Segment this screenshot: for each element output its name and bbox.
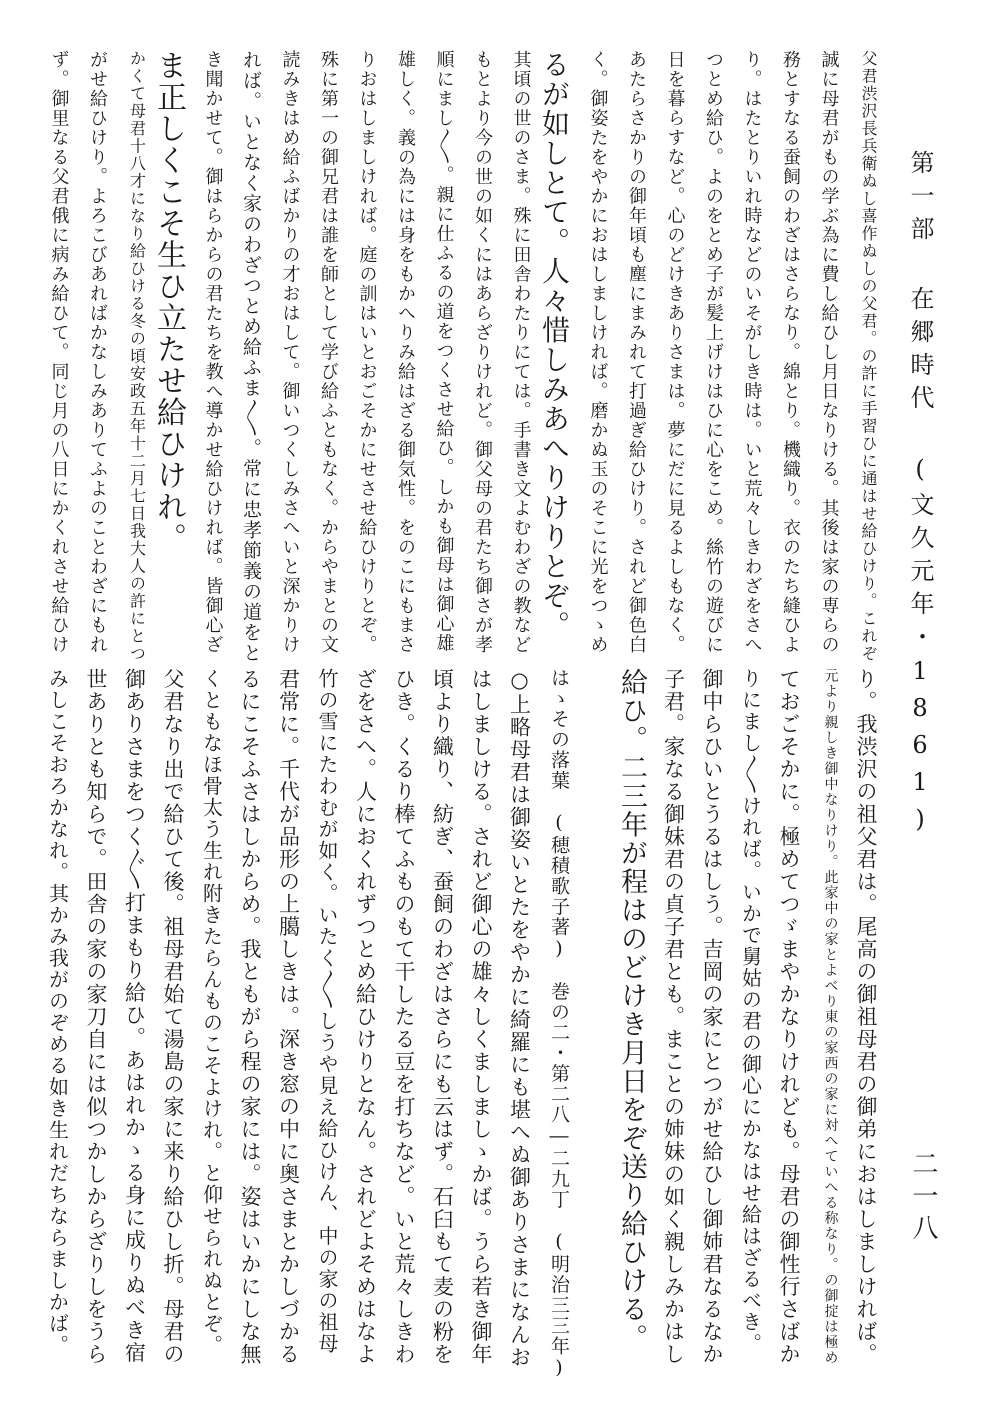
- text-column: くともなほ骨太う生れ附きたらんものこそよけれ。と仰せられぬとぞ。: [199, 668, 224, 1356]
- text-column: 竹の雪にたわむが如く。いたく〳〵しうや見え給ひけん、中の家の祖母: [315, 668, 339, 1355]
- text-column: 読みきはめ給ふばかりの才おはして。御いつくしみさへいと深かりけ: [279, 50, 301, 655]
- text-column: かくて母君十八才になり給ひける冬の頃安政五年十二月七日我大人の許にとつ: [127, 50, 147, 663]
- running-header: 第一部 在郷時代 (文久元年・1861): [906, 150, 934, 842]
- text-column: みしこそおろかなれ。其かみ我がのぞめる如き生れだちならましかば。: [45, 668, 70, 1356]
- text-column: もとより今の世の如くにはあらざりけれど。御父母の君たち御さが孝: [472, 50, 493, 655]
- text-column: ま正しくこそ生ひ立たせ給ひけれ。: [151, 50, 186, 554]
- text-column: 子君。家なる御妹君の貞子君とも。まことの姉妹の如く親しみかはし: [661, 668, 686, 1366]
- text-column: 順にまし〳〵。親に仕ふるの道をつくさせ給ひ。しかも御母は御心雄: [433, 50, 455, 653]
- text-column: 御中らひいとうるはしう。吉岡の家にとつがせ給ひし御姉君なるなか: [700, 668, 724, 1366]
- text-column: はゝその落葉 (穂積歌子著) 巻の二・第二八―二九丁 (明治三三年): [548, 668, 570, 1380]
- page-number: 二一八: [908, 1150, 938, 1246]
- text-column: く。御姿たをやかにおはしましければ。磨かぬ玉のそこに光をつゝめ: [587, 50, 609, 655]
- text-column: るが如しとて。人々惜しみあへりけりとぞ。: [538, 50, 571, 640]
- text-column: ざをさへ。人におくれずつとめ給ひけりとなん。されどよそめはなよ: [353, 668, 378, 1366]
- text-column: あたらさかりの御年頃も塵にまみれて打過ぎ給ひけり。されど御色白: [626, 50, 647, 655]
- text-column: 殊に第一の御兄君は誰を師として学び給ふともなく。からやまとの文: [318, 50, 339, 655]
- text-column: 父君なり出で給ひて後。祖母君始て湯島の家に来り給ひし折。母君の: [161, 668, 185, 1366]
- text-column: り。我渋沢の祖父君は。尾高の御祖母君の御弟におはしましければ。: [854, 668, 878, 1366]
- text-column: き聞かせて。御はらからの君たちを教へ導かせ給ひければ。皆御心ざ: [202, 50, 224, 655]
- text-column: ひき。くるり棒てふものもて干したる豆を打ちなど。いと荒々しきわ: [392, 668, 416, 1366]
- text-column: 世ありとも知らで。田舎の家の家刀自には似つかしからざりしをうら: [84, 668, 108, 1366]
- text-column: 君常に。千代が品形の上臈しきは。深き窓の中に奥さまとかしづかる: [276, 668, 301, 1366]
- text-column: 父君渋沢長兵衛ぬし喜作ぬしの父君。の許に手習ひに通はせ給ひけり。これぞ: [859, 50, 878, 663]
- text-column: つとめ給ひ。よのをとめ子が髪上げけはひに心をこめ。絲竹の遊びに: [703, 50, 724, 655]
- text-column: 日を暮らすなど。心のどけきありさまは。夢にだに見るよしもなく。: [664, 50, 686, 655]
- text-column: 務とすなる蚕飼のわざはさらなり。綿とり。機織り。衣のたち縫ひよ: [780, 50, 801, 655]
- text-column: 其頃の世のさま。殊に田舎わたりにては。手書き文よむわざの教など: [510, 50, 532, 655]
- text-column: 御ありさまをつく〴〵打まもり給ひ。あはれかゝる身に成りぬべき宿: [122, 668, 147, 1364]
- text-column: れば。いとなく家のわざつとめ給ふま〳〵。常に忠孝節義の道をと: [240, 50, 262, 664]
- text-column: がせ給ひけり。よろこびあればかなしみありてふよのことわざにもれ: [87, 50, 108, 655]
- text-column: ○上略母君は御姿いとたをやかに綺羅にも堪へぬ御ありさまになんお: [507, 668, 532, 1369]
- text-column: 給ひ。二三年が程はのどけき月日をぞ送り給ひける。: [616, 668, 647, 1352]
- text-column: 誠に母君がもの学ぶ為に費し給ひし月日なりける。其後は家の専らの: [818, 50, 840, 655]
- text-column: ておごそかに。極めてつゞまやかなりけれども。母君の御性行さばか: [777, 668, 801, 1366]
- text-column: るにこそふさはしからめ。我ともがら程の家には。姿はいかにしな無: [238, 668, 262, 1366]
- text-column: りおはしましければ。庭の訓はいとおごそかにせさせ給ひけりとぞ。: [356, 50, 378, 655]
- text-column: りにまし〳〵ければ。いかで舅姑の君の御心にかなはせ給はざるべき。: [738, 668, 763, 1355]
- text-column: り。はたとりいれ時などのいそがしき時は。いと荒々しきわざをさへ: [741, 50, 763, 655]
- text-column: 元より親しき御中なりけり。此家中の家とよべり東の家西の家に対へていへる称なり。の御掟は極め: [822, 668, 839, 1366]
- text-column: 雄しく。義の為には身をもかへりみ給はざる御気性。をのこにもまさ: [395, 50, 416, 655]
- text-column: ず。御里なる父君俄に病み給ひて。同じ月の八日にかくれさせ給ひけ: [48, 50, 70, 655]
- text-column: 頃より織り、紡ぎ、蚕飼のわざはさらにも云はず。石臼もて麦の粉を: [430, 668, 455, 1366]
- text-column: はしましける。されど御心の雄々しくましましゝかば。うら若き御年: [469, 668, 493, 1366]
